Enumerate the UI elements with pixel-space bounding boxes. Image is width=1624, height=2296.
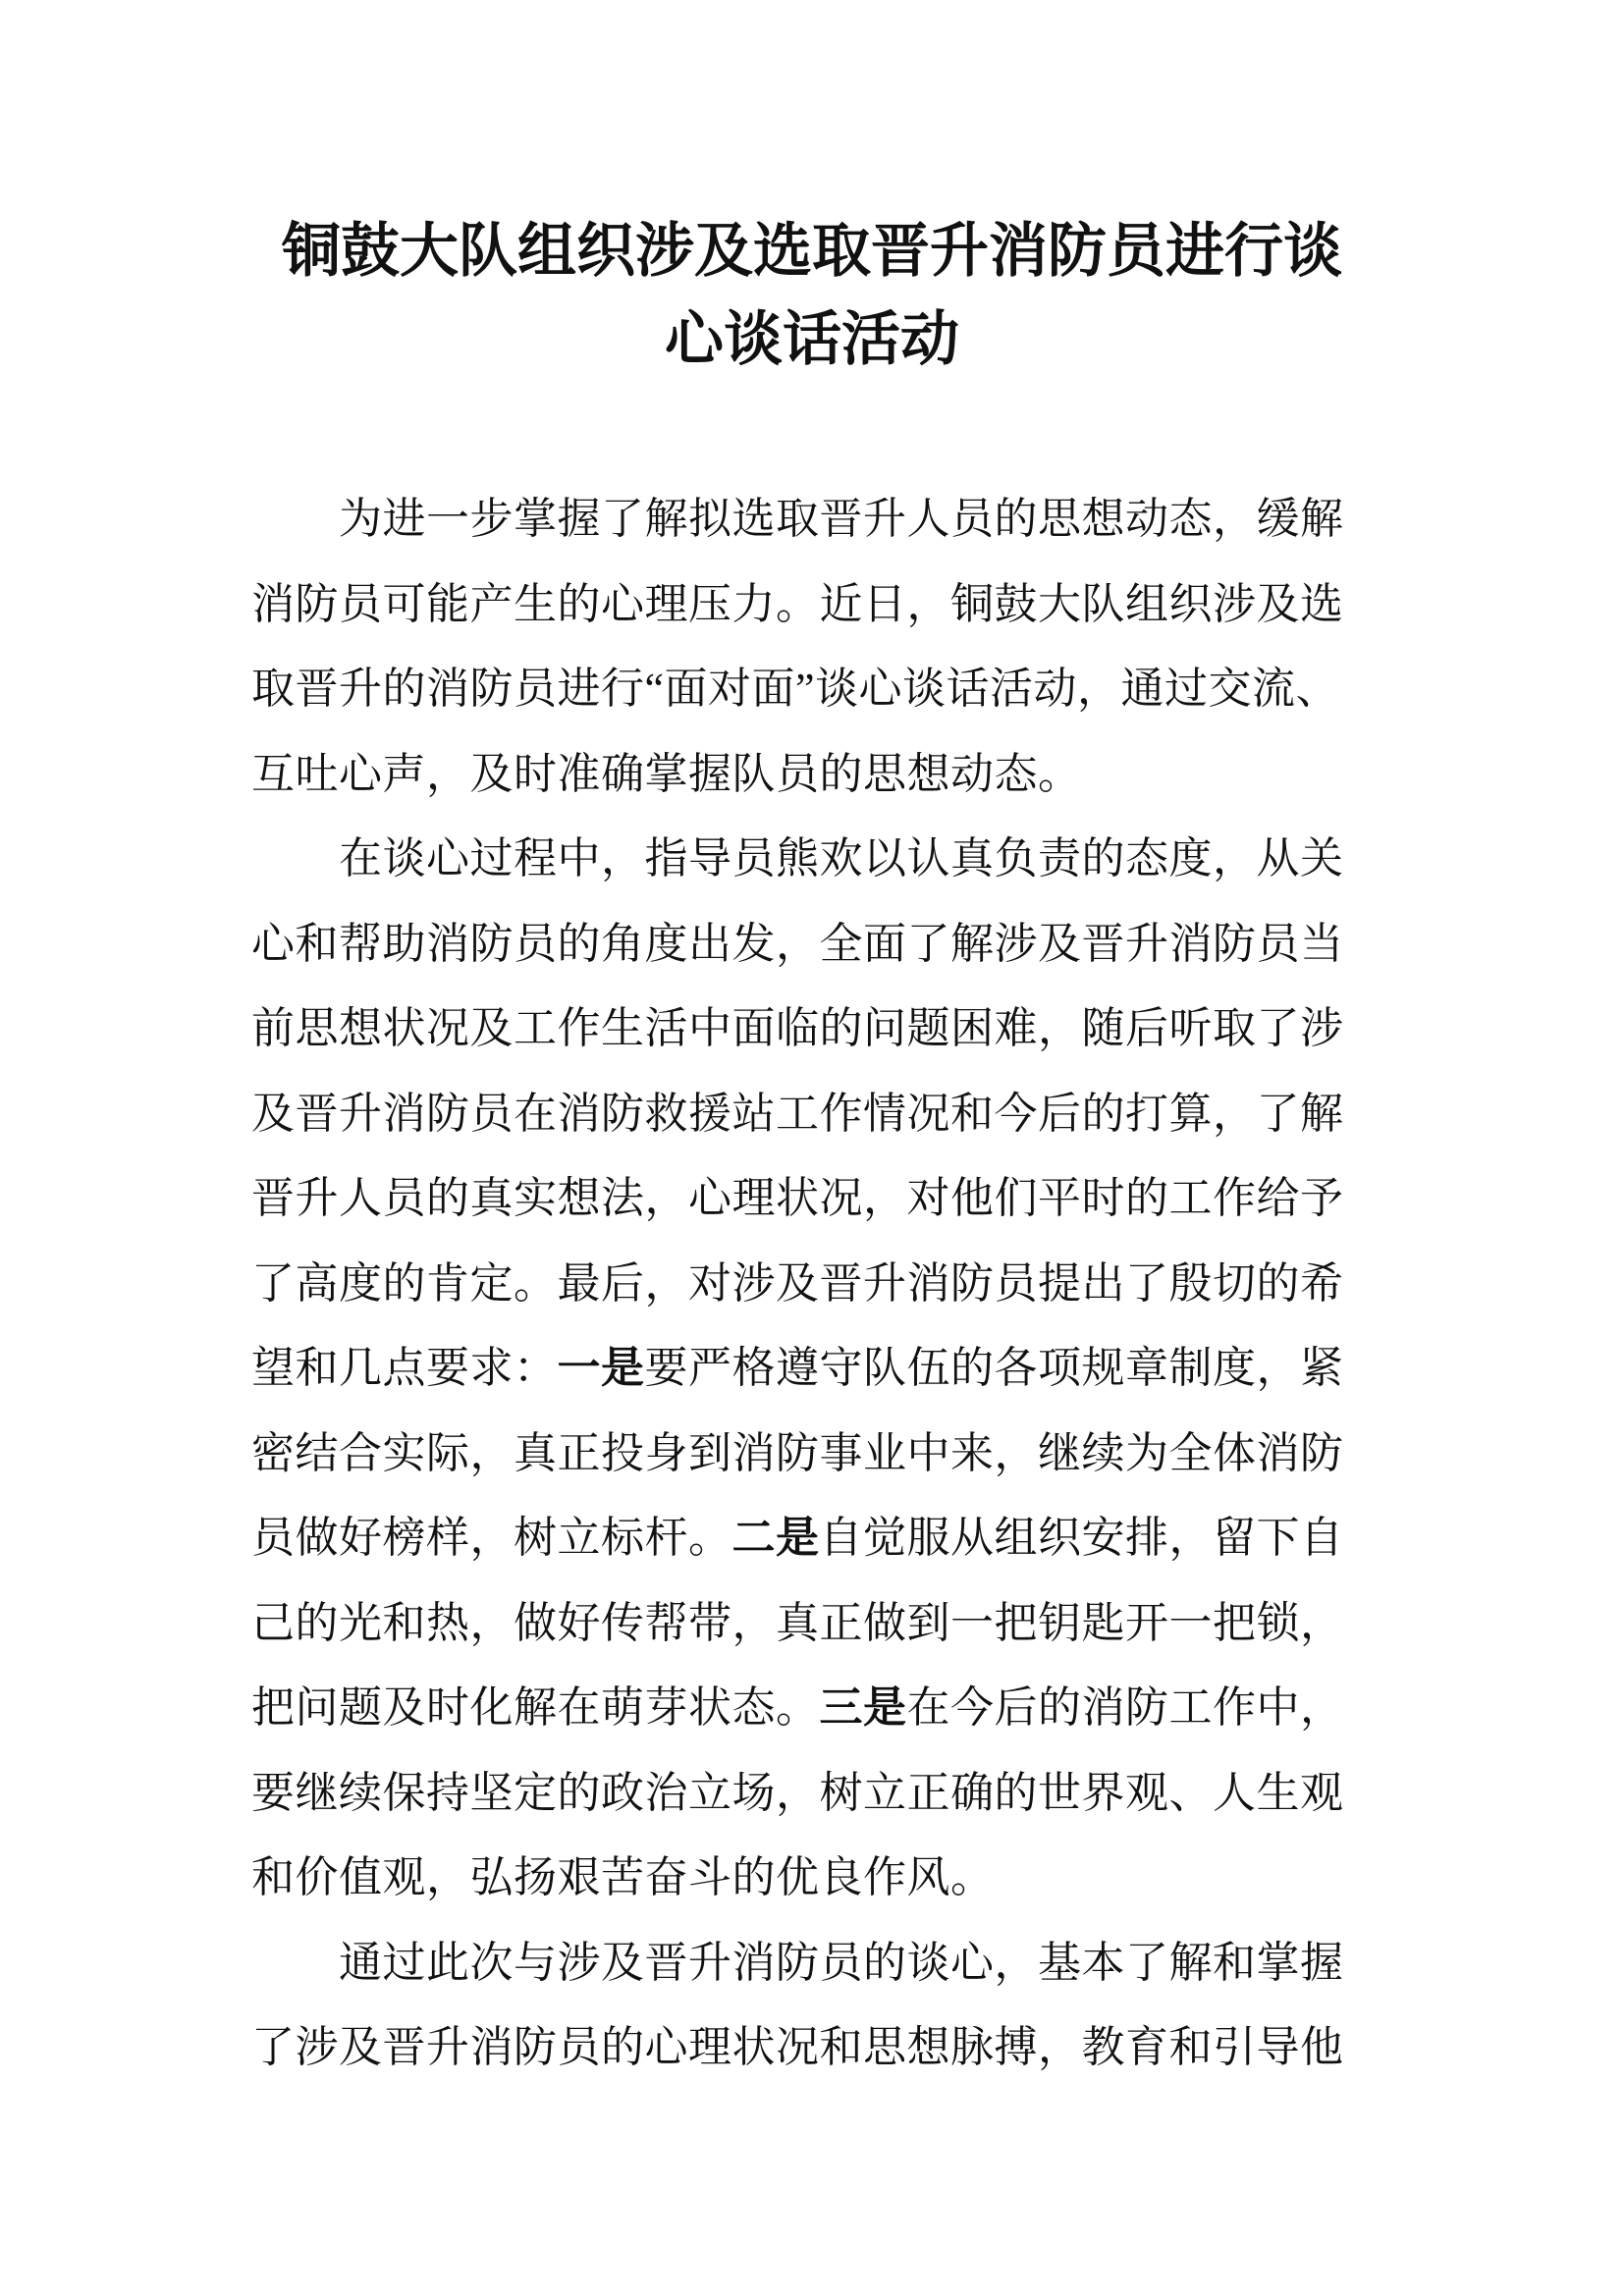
- text-segment: 取晋升的消防员进行“面对面”谈心谈话活动，通过交流、: [251, 665, 1340, 713]
- text-segment: 员做好榜样，树立标杆。: [251, 1514, 732, 1562]
- text-segment: 望和几点要求：: [251, 1344, 558, 1392]
- text-line: [251, 1496, 1380, 1581]
- text-line: [251, 2005, 1380, 2091]
- text-segment: 己的光和热，做好传帮带，真正做到一把钥匙开一把锁，: [251, 1598, 1344, 1647]
- text-line: [251, 732, 1380, 818]
- title-line-1: 铜鼓大队组织涉及选取晋升消防员进行谈: [282, 217, 1342, 286]
- text-segment: 心和帮助消防员的角度出发，全面了解涉及晋升消防员当: [251, 919, 1344, 968]
- text-segment: 了高度的肯定。最后，对涉及晋升消防员提出了殷切的希: [251, 1258, 1344, 1308]
- text-line: [251, 1921, 1380, 2006]
- paragraph: [251, 477, 1380, 817]
- text-segment: 前思想状况及工作生活中面临的问题困难，随后听取了涉: [251, 1004, 1344, 1052]
- text-segment: 通过此次与涉及晋升消防员的谈心，基本了解和掌握: [339, 1938, 1344, 1987]
- text-line: [251, 1156, 1380, 1242]
- text-segment: 了涉及晋升消防员的心理状况和思想脉搏，教育和引导他: [251, 2023, 1344, 2071]
- document-body: [251, 477, 1380, 2091]
- text-line: [251, 1072, 1380, 1157]
- text-line: [251, 817, 1380, 902]
- text-line: [251, 1581, 1380, 1667]
- title-line-2: 心谈话活动: [665, 305, 959, 374]
- text-segment: 和价值观，弘扬艰苦奋斗的优良作风。: [251, 1853, 995, 1901]
- text-segment: 把问题及时化解在萌芽状态。: [251, 1683, 820, 1732]
- text-line: [251, 562, 1380, 648]
- text-segment: 在谈心过程中，指导员熊欢以认真负责的态度，从关: [339, 834, 1344, 882]
- text-segment: 自觉服从组织安排，留下自: [819, 1514, 1344, 1562]
- text-line: [251, 647, 1380, 732]
- text-segment: 在今后的消防工作中，: [906, 1683, 1344, 1732]
- text-line: [251, 902, 1380, 988]
- bold-keyword: 三是: [819, 1683, 907, 1732]
- text-segment: 要严格遵守队伍的各项规章制度，紧: [644, 1344, 1344, 1392]
- text-segment: 密结合实际，真正投身到消防事业中来，继续为全体消防: [251, 1428, 1344, 1477]
- text-line: [251, 477, 1380, 562]
- text-line: [251, 1751, 1380, 1837]
- bold-keyword: 一是: [557, 1344, 645, 1392]
- document-title: [0, 207, 1624, 384]
- text-line: [251, 1666, 1380, 1751]
- text-segment: 互吐心声，及时准确掌握队员的思想动态。: [251, 749, 1082, 798]
- bold-keyword: 二是: [731, 1514, 820, 1562]
- text-segment: 及晋升消防员在消防救援站工作情况和今后的打算，了解: [251, 1089, 1344, 1138]
- text-line: [251, 987, 1380, 1072]
- text-line: [251, 1326, 1380, 1412]
- paragraph: [251, 817, 1380, 1921]
- text-segment: 晋升人员的真实想法，心理状况，对他们平时的工作给予: [251, 1174, 1344, 1222]
- text-segment: 要继续保持坚定的政治立场，树立正确的世界观、人生观: [251, 1768, 1344, 1817]
- text-line: [251, 1412, 1380, 1497]
- text-line: [251, 1242, 1380, 1327]
- text-segment: 消防员可能产生的心理压力。近日，铜鼓大队组织涉及选: [251, 579, 1344, 628]
- text-line: [251, 1836, 1380, 1921]
- text-segment: 为进一步掌握了解拟选取晋升人员的思想动态，缓解: [339, 495, 1344, 543]
- paragraph: [251, 1921, 1380, 2091]
